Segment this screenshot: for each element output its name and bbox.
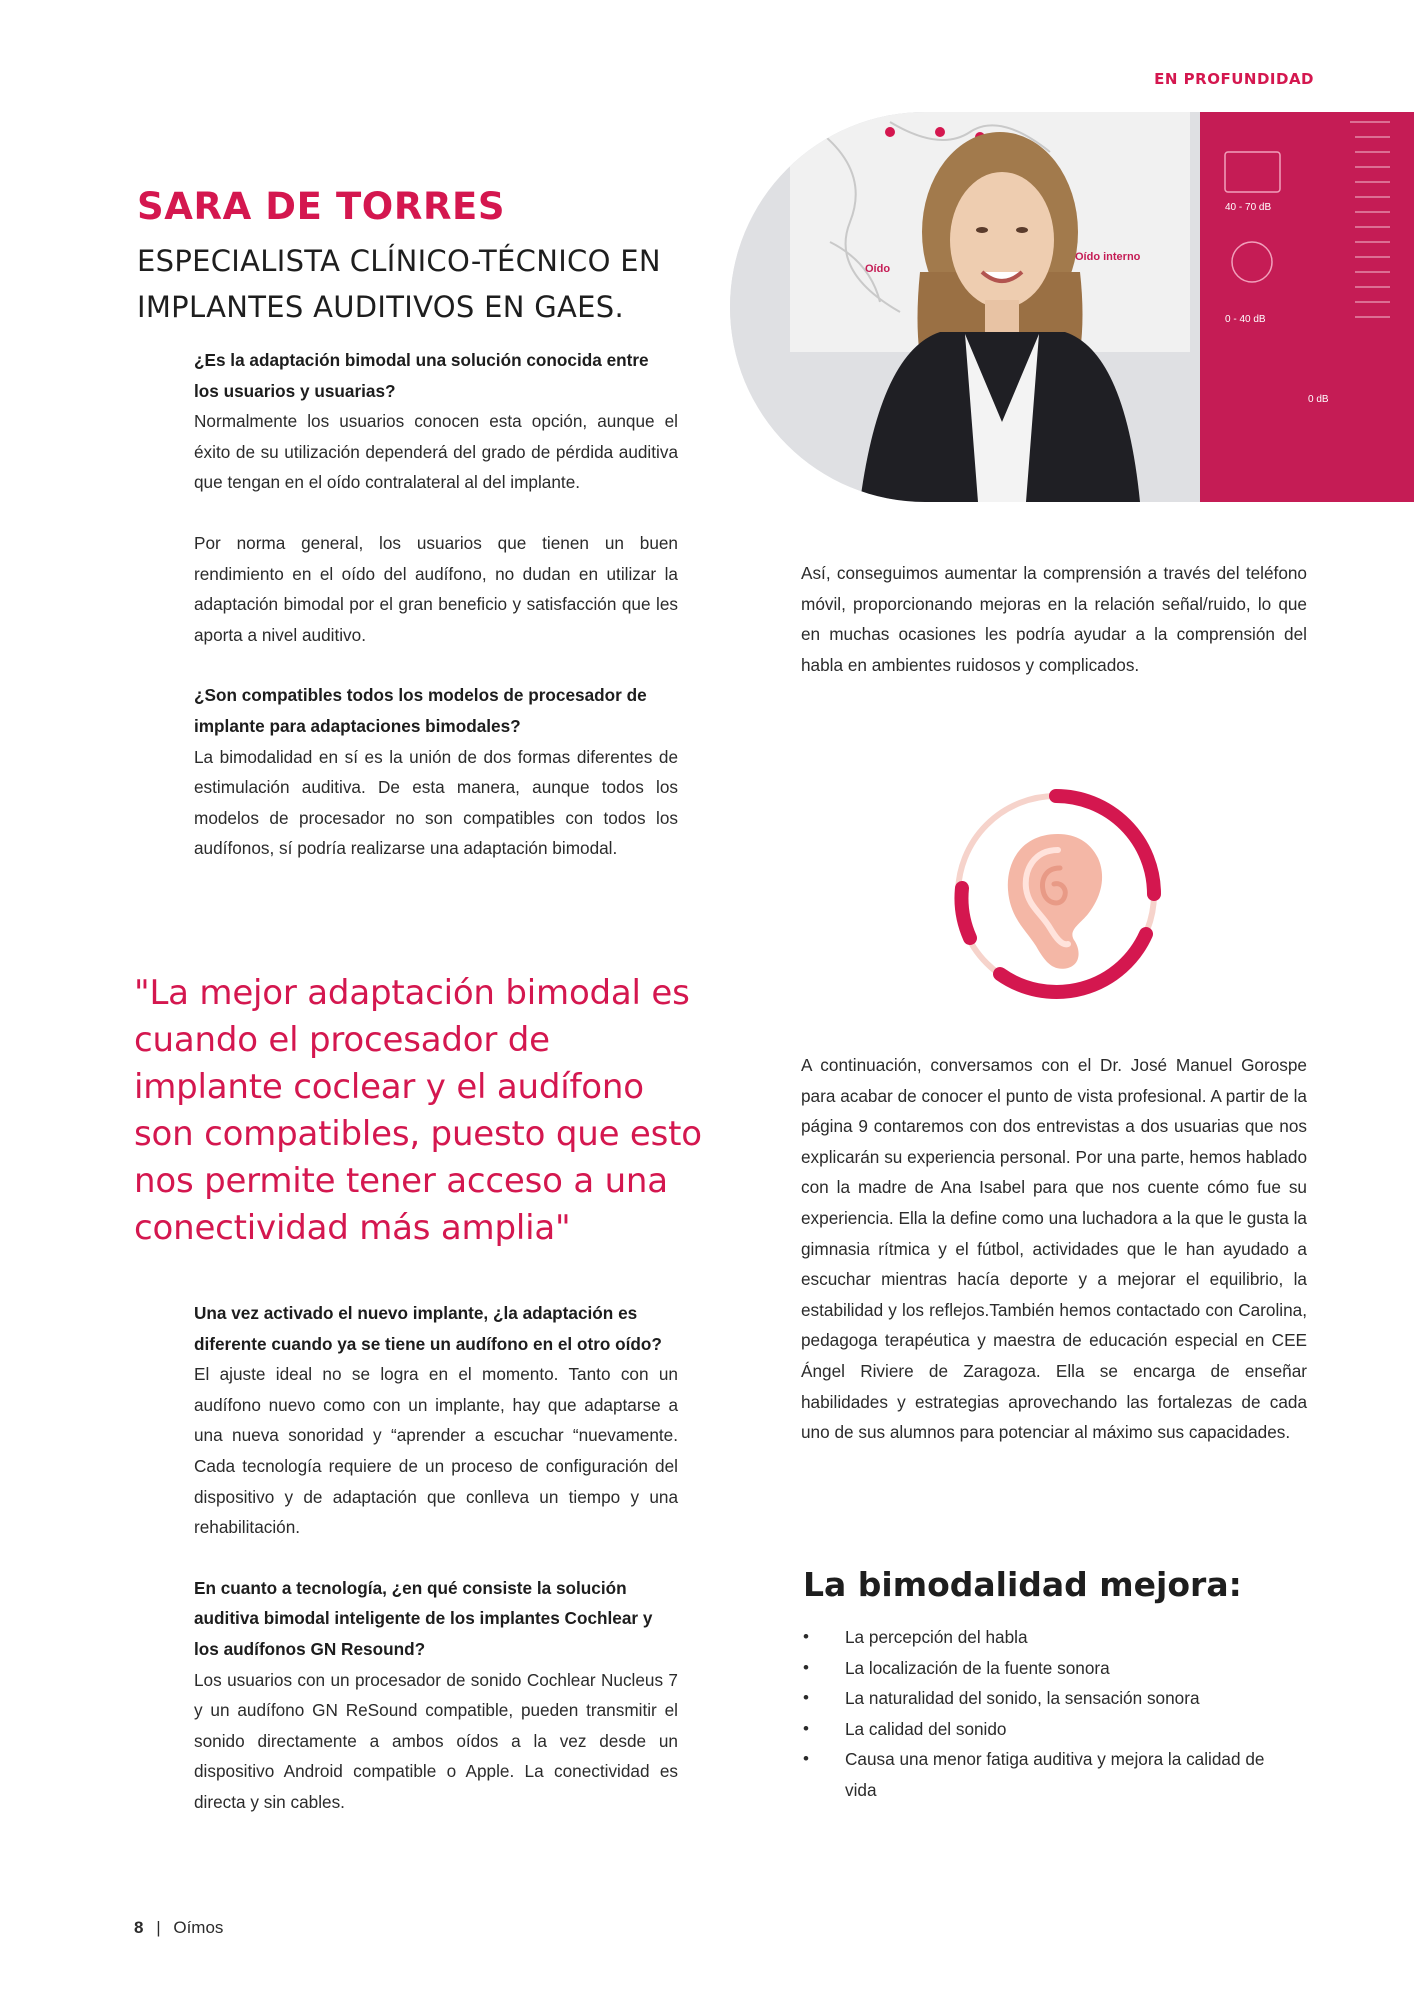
portrait-illustration bbox=[730, 112, 1414, 502]
interviewee-name: SARA DE TORRES bbox=[137, 185, 506, 228]
role-line-1: ESPECIALISTA CLÍNICO-TÉCNICO EN bbox=[137, 244, 661, 278]
photo-label-oido-interno: Oído interno bbox=[1075, 251, 1141, 263]
interviewee-role bbox=[137, 238, 697, 330]
right-column-bottom bbox=[801, 1050, 1307, 1448]
footer-separator: | bbox=[156, 1918, 161, 1937]
answer-1: Normalmente los usuarios conocen esta opción, aunque el éxito de su utilización dependerá del grado de pérdida auditiva que tengan en el oído contralateral al del implante. bbox=[194, 411, 678, 493]
right-column-top bbox=[801, 558, 1307, 680]
benefits-list bbox=[803, 1622, 1275, 1806]
photo-label-level-2: 0 - 40 dB bbox=[1225, 314, 1266, 325]
right-paragraph-1: Así, conseguimos aumentar la comprensión a través del teléfono móvil, proporcionando mejoras en la relación señal/ruido, lo que en muchas ocasiones les podría ayudar a la comprensión del habla en ambientes ruidosos y complicados. bbox=[801, 563, 1307, 675]
question-1: ¿Es la adaptación bimodal una solución conocida entre los usuarios y usuarias? bbox=[194, 350, 649, 401]
left-column-bottom bbox=[194, 1298, 678, 1818]
photo-label-level-3: 0 dB bbox=[1308, 394, 1329, 405]
ear-icon bbox=[940, 778, 1172, 1010]
magazine-name: Oímos bbox=[173, 1918, 224, 1937]
pull-quote: "La mejor adaptación bimodal es cuando el procesador de implante coclear y el audífono son compatibles, puesto que esto nos permite tener acceso a una conectividad más amplia" bbox=[134, 973, 702, 1248]
role-line-2: IMPLANTES AUDITIVOS EN GAES. bbox=[137, 290, 624, 324]
list-item: • La calidad del sonido bbox=[803, 1714, 1275, 1745]
right-paragraph-2: A continuación, conversamos con el Dr. José Manuel Gorospe para acabar de conocer el punto de vista profesional. A partir de la página 9 contaremos con dos entrevistas a dos usuarias que nos explicarán su experiencia personal. Por una parte, hemos hablado con la madre de Ana Isabel para que nos cuente cómo fue su experiencia. Ella la define como una luchadora a la que le gusta la gimnasia rítmica y el fútbol, actividades que le han ayudado a escuchar mientras hacía deporte y a mejorar el equilibrio, la estabilidad y los reflejos.También hemos contactado con Carolina, pedagoga terapéutica y maestra de educación especial en CEE Ángel Riviere de Zaragoza. Ella se encarga de enseñar habilidades y estrategias aprovechando las fortalezas de cada uno de sus alumnos para potenciar al máximo sus capacidades. bbox=[801, 1055, 1307, 1443]
page-number: 8 bbox=[134, 1918, 144, 1937]
portrait-photo bbox=[730, 112, 1414, 502]
question-4: En cuanto a tecnología, ¿en qué consiste la solución auditiva bimodal inteligente de los implantes Cochlear y los audífonos GN Resound? bbox=[194, 1577, 653, 1659]
left-column-top bbox=[194, 345, 678, 864]
section-tag: EN PROFUNDIDAD bbox=[1154, 70, 1314, 88]
photo-label-level-1: 40 - 70 dB bbox=[1225, 202, 1272, 213]
question-2: ¿Son compatibles todos los modelos de procesador de implante para adaptaciones bimodales? bbox=[194, 685, 647, 736]
question-3: Una vez activado el nuevo implante, ¿la adaptación es diferente cuando ya se tiene un audífono en el otro oído? bbox=[194, 1303, 662, 1354]
answer-4: Los usuarios con un procesador de sonido Cochlear Nucleus 7 y un audífono GN ReSound compatible, pueden transmitir el sonido directamente a ambos oídos a la vez desde un dispositivo Android compatible o Apple. La conectividad es directa y sin cables. bbox=[194, 1669, 678, 1812]
list-item: • La naturalidad del sonido, la sensación sonora bbox=[803, 1683, 1275, 1714]
paragraph-2: Por norma general, los usuarios que tienen un buen rendimiento en el oído del audífono, no dudan en utilizar la adaptación bimodal por el gran beneficio y satisfacción que les aporta a nivel auditivo. bbox=[194, 532, 678, 645]
answer-3: El ajuste ideal no se logra en el momento. Tanto con un audífono nuevo como con un implante, hay que adaptarse a una nueva sonoridad y “aprender a escuchar “nuevamente. Cada tecnología requiere de un proceso de configuración del dispositivo y de adaptación que conlleva un tiempo y una rehabilitación. bbox=[194, 1364, 678, 1538]
list-item: • La percepción del habla bbox=[803, 1622, 1275, 1653]
answer-2: La bimodalidad en sí es la unión de dos formas diferentes de estimulación auditiva. De esta manera, aunque todos los modelos de procesador no son compatibles con todos los audífonos, sí podría realizarse una adaptación bimodal. bbox=[194, 746, 678, 859]
list-item: • Causa una menor fatiga auditiva y mejora la calidad de vida bbox=[803, 1744, 1275, 1805]
list-item: • La localización de la fuente sonora bbox=[803, 1653, 1275, 1684]
photo-label-oido: Oído bbox=[865, 263, 891, 275]
page-footer bbox=[134, 1918, 223, 1938]
benefits-title: La bimodalidad mejora: bbox=[803, 1565, 1242, 1604]
